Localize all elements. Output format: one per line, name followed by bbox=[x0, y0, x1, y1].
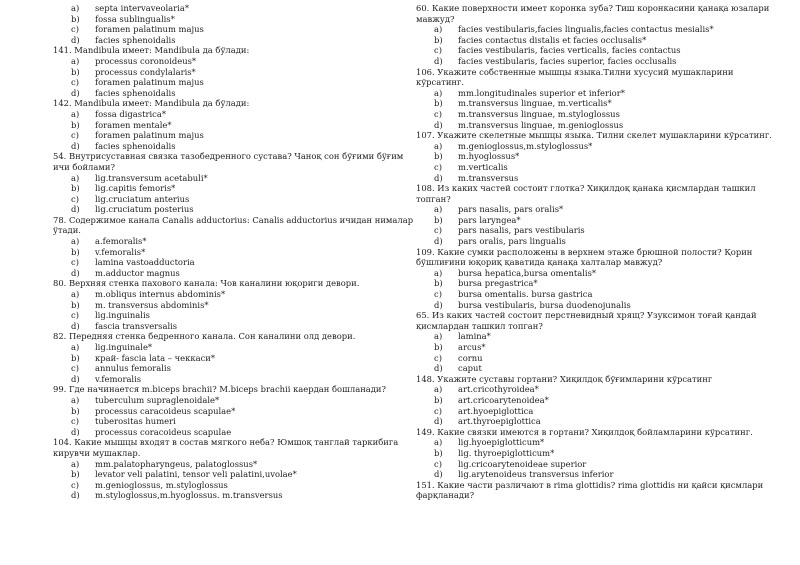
option-text: annulus femoralis bbox=[95, 363, 171, 374]
option-letter: b) bbox=[434, 98, 443, 109]
answer-option bbox=[416, 215, 766, 226]
option-text: m.adductor magnus bbox=[95, 267, 180, 278]
question-line: 65. Из каких частей состоит перстневидный хрящ? Узуксимон тоғай қандай bbox=[416, 310, 757, 321]
option-text: m.transversus bbox=[458, 172, 519, 183]
option-text: pars nasalis, pars vestibularis bbox=[458, 225, 585, 236]
option-letter: a) bbox=[434, 331, 443, 342]
question-line: 106. Укажите собственные мышцы языка.Тилни хусусий мушакларини bbox=[416, 66, 734, 77]
option-text: foramen palatinum majus bbox=[95, 77, 204, 88]
question-line: 141. Mandibula имеет: Mandibula да бўлади: bbox=[53, 45, 250, 56]
option-text: facies sphenoidalis bbox=[95, 140, 176, 151]
option-letter: b) bbox=[434, 278, 443, 289]
question-line: 80. Верхняя стенка пахового канала: Чов каналини юқориги девори. bbox=[53, 278, 360, 289]
answer-option bbox=[53, 56, 393, 67]
option-letter: c) bbox=[71, 193, 79, 204]
question-line: 108. Из каких частей состоит глотка? Хиқилдоқ қанака қисмлардан ташкил bbox=[416, 183, 756, 194]
option-letter: b) bbox=[434, 394, 443, 405]
option-letter: c) bbox=[71, 363, 79, 374]
answer-option bbox=[416, 45, 766, 56]
answer-option bbox=[53, 300, 393, 311]
answer-option bbox=[53, 374, 393, 385]
answer-option bbox=[416, 384, 766, 395]
answer-option bbox=[53, 109, 393, 120]
option-letter: c) bbox=[434, 108, 442, 119]
answer-option bbox=[53, 363, 393, 374]
option-letter: d) bbox=[434, 55, 443, 66]
answer-option bbox=[53, 194, 393, 205]
option-letter: b) bbox=[434, 151, 443, 162]
option-text: lamina* bbox=[458, 331, 491, 342]
answer-option bbox=[416, 331, 766, 342]
option-text: v.femoralis* bbox=[95, 246, 146, 257]
question-line: топган? bbox=[416, 193, 451, 204]
question-line: 104. Какие мышцы входят в состав мягкого неба? Юмшоқ танглай таркибига bbox=[53, 437, 399, 448]
option-letter: b) bbox=[71, 183, 80, 194]
option-text: levator veli palatini, tensor veli palatini,uvolae* bbox=[95, 469, 297, 480]
option-text: pars laryngea* bbox=[458, 214, 521, 225]
answer-option bbox=[53, 257, 393, 268]
option-letter: b) bbox=[71, 66, 80, 77]
answer-option bbox=[53, 14, 393, 25]
answer-option bbox=[53, 3, 393, 14]
option-letter: d) bbox=[434, 469, 443, 480]
option-letter: b) bbox=[71, 13, 80, 24]
answer-option bbox=[53, 406, 393, 417]
question-line: мавжуд? bbox=[416, 13, 455, 24]
option-letter: d) bbox=[434, 299, 443, 310]
answer-option bbox=[416, 300, 766, 311]
answer-option bbox=[53, 141, 393, 152]
option-text: art.cricothyroidea* bbox=[458, 384, 539, 395]
answer-option bbox=[53, 24, 393, 35]
answer-option bbox=[53, 204, 393, 215]
option-text: caput bbox=[458, 363, 482, 374]
option-text: m.transversus linguae, m.verticalis* bbox=[458, 98, 612, 109]
option-letter: d) bbox=[71, 140, 80, 151]
option-letter: a) bbox=[434, 437, 443, 448]
question-line: ўтади. bbox=[53, 225, 81, 236]
option-text: facies vestibularis, facies verticalis, facies contactus bbox=[458, 45, 681, 56]
answer-option bbox=[53, 67, 393, 78]
option-letter: a) bbox=[71, 394, 80, 405]
option-text: lig. thyroepiglotticum* bbox=[458, 447, 555, 458]
option-text: tuberositas humeri bbox=[95, 416, 176, 427]
option-text: m.transversus linguae, m.genioglossus bbox=[458, 119, 624, 130]
option-letter: d) bbox=[434, 236, 443, 247]
answer-option bbox=[416, 395, 766, 406]
option-letter: b) bbox=[71, 246, 80, 257]
answer-option bbox=[53, 353, 393, 364]
option-text: facies vestibularis, facies superior, facies occlusalis bbox=[458, 55, 677, 66]
option-letter: b) bbox=[434, 342, 443, 352]
answer-option bbox=[416, 173, 766, 184]
option-letter: b) bbox=[434, 447, 443, 458]
option-text: m.hyoglossus* bbox=[458, 151, 520, 162]
option-letter: a) bbox=[434, 87, 443, 98]
option-text: pars nasalis, pars oralis* bbox=[458, 204, 564, 215]
option-letter: b) bbox=[71, 405, 80, 416]
option-text: lig.cricoarytenoideae superior bbox=[458, 458, 587, 469]
question-line: 54. Внутрисуставная связка тазобедренного сустава? Чаноқ сон бўғими бўғим bbox=[53, 151, 404, 162]
option-letter: c) bbox=[71, 310, 79, 321]
option-text: foramen mentale* bbox=[95, 119, 172, 130]
answer-option bbox=[416, 151, 766, 162]
option-letter: a) bbox=[71, 458, 80, 469]
question-line: бўшлиғини юқориқ қаватида қанақа халталар мавжуд? bbox=[416, 257, 663, 268]
answer-option bbox=[416, 35, 766, 46]
option-letter: a) bbox=[71, 55, 80, 66]
answer-option bbox=[416, 459, 766, 470]
question-line: ичи бойлами? bbox=[53, 161, 115, 172]
answer-option bbox=[53, 130, 393, 141]
option-letter: a) bbox=[71, 342, 80, 352]
option-text: m.obliqus internus abdominis* bbox=[95, 289, 226, 300]
option-letter: c) bbox=[434, 289, 442, 300]
answer-option bbox=[416, 225, 766, 236]
option-text: processus coronoideus* bbox=[95, 55, 197, 66]
option-letter: d) bbox=[434, 172, 443, 183]
option-letter: c) bbox=[71, 416, 79, 427]
option-text: bursa hepatica,bursa omentalis* bbox=[458, 267, 597, 278]
answer-option bbox=[53, 173, 393, 184]
option-text: lig.inguinalis bbox=[95, 310, 150, 321]
option-text: lig.cruciatum posterius bbox=[95, 204, 194, 215]
option-letter: d) bbox=[71, 320, 80, 331]
option-letter: d) bbox=[71, 490, 80, 501]
option-text: mm.longitudinales superior et inferior* bbox=[458, 87, 625, 98]
answer-option bbox=[53, 247, 393, 258]
option-text: m.styloglossus,m.hyoglossus. m.transversus bbox=[95, 490, 283, 501]
option-letter: a) bbox=[434, 140, 443, 151]
option-letter: b) bbox=[71, 299, 80, 310]
option-text: facies vestibularis,facies lingualis,facies contactus mesialis* bbox=[458, 24, 714, 35]
option-letter: b) bbox=[71, 119, 80, 130]
answer-option bbox=[53, 88, 393, 99]
option-letter: d) bbox=[434, 119, 443, 130]
option-text: m.transversus linguae, m.styloglossus bbox=[458, 108, 620, 119]
answer-option bbox=[416, 109, 766, 120]
answer-option bbox=[53, 342, 393, 353]
answer-option bbox=[416, 448, 766, 459]
answer-option bbox=[416, 236, 766, 247]
answer-option bbox=[416, 141, 766, 152]
answer-option bbox=[53, 469, 393, 480]
option-text: art.cricoarytenoidea* bbox=[458, 394, 549, 405]
option-text: processus caracoideus scapulae* bbox=[95, 405, 236, 416]
option-text: art.thyroepiglottica bbox=[458, 416, 541, 427]
option-text: arcus* bbox=[458, 342, 486, 352]
answer-option bbox=[416, 24, 766, 35]
option-text: lig.inguinale* bbox=[95, 342, 153, 352]
answer-option bbox=[416, 204, 766, 215]
option-letter: c) bbox=[434, 352, 442, 363]
option-letter: d) bbox=[71, 87, 80, 98]
answer-option bbox=[416, 353, 766, 364]
option-letter: a) bbox=[434, 384, 443, 395]
option-letter: d) bbox=[434, 416, 443, 427]
question-line: кўрсатинг. bbox=[416, 77, 465, 88]
option-letter: c) bbox=[71, 479, 79, 490]
question-line: қисмлардан ташкил топган? bbox=[416, 320, 543, 331]
option-text: cornu bbox=[458, 352, 483, 363]
option-text: bursa omentalis. bursa gastrica bbox=[458, 289, 593, 300]
option-letter: c) bbox=[71, 24, 79, 35]
question-line: фарқланади? bbox=[416, 490, 475, 501]
option-text: fossa digastrica* bbox=[95, 108, 167, 119]
answer-option bbox=[416, 278, 766, 289]
answer-option bbox=[53, 77, 393, 88]
option-letter: b) bbox=[71, 352, 80, 363]
answer-option bbox=[53, 459, 393, 470]
option-letter: a) bbox=[71, 108, 80, 119]
option-text: processus condylalaris* bbox=[95, 66, 196, 77]
option-letter: c) bbox=[71, 77, 79, 88]
question-line: 148. Укажите суставы гортани? Хиқилдоқ бўғимларини кўрсатинг bbox=[416, 373, 713, 384]
option-text: край- fascia lata – чеккаси* bbox=[95, 352, 216, 363]
option-text: m. transversus abdominis* bbox=[95, 299, 209, 310]
answer-option bbox=[53, 289, 393, 300]
option-text: septa intervaveolaria* bbox=[95, 3, 190, 13]
answer-option bbox=[53, 416, 393, 427]
option-text: m.genioglossus,m.styloglossus* bbox=[458, 140, 593, 151]
option-letter: c) bbox=[434, 458, 442, 469]
option-letter: a) bbox=[71, 236, 80, 247]
answer-option bbox=[416, 289, 766, 300]
option-letter: c) bbox=[434, 405, 442, 416]
answer-option bbox=[53, 236, 393, 247]
option-text: pars oralis, pars lingualis bbox=[458, 236, 566, 247]
option-text: tuberculum supraglenoidale* bbox=[95, 394, 220, 405]
option-text: v.femoralis bbox=[95, 373, 142, 384]
option-text: bursa vestibularis, bursa duodenojunalis bbox=[458, 299, 631, 310]
answer-option bbox=[416, 98, 766, 109]
option-text: fascia transversalis bbox=[95, 320, 178, 331]
question-line: 82. Передняя стенка бедренного канала. Сон каналини олд девори. bbox=[53, 331, 356, 342]
answer-option bbox=[53, 395, 393, 406]
answer-option bbox=[416, 120, 766, 131]
option-text: facies contactus distalis et facies occlusalis* bbox=[458, 34, 647, 45]
option-letter: d) bbox=[71, 34, 80, 45]
question-line: кирувчи мушаклар. bbox=[53, 447, 141, 458]
option-letter: a) bbox=[434, 204, 443, 215]
option-text: facies sphenoidalis bbox=[95, 87, 176, 98]
answer-option bbox=[53, 310, 393, 321]
option-letter: a) bbox=[71, 172, 80, 183]
option-letter: c) bbox=[71, 130, 79, 141]
option-text: lig.capitis femoris* bbox=[95, 183, 176, 194]
option-text: lig.transversum acetabuli* bbox=[95, 172, 208, 183]
answer-option bbox=[416, 363, 766, 374]
option-text: art.hyoepiglottica bbox=[458, 405, 534, 416]
option-text: m.verticalis bbox=[458, 161, 508, 172]
option-text: facies sphenoidalis bbox=[95, 34, 176, 45]
answer-option bbox=[416, 88, 766, 99]
question-line: 107. Укажите скелетные мышцы языка. Тилни скелет мушакларини кўрсатинг. bbox=[416, 130, 772, 141]
option-text: foramen palatinum majus bbox=[95, 24, 204, 35]
answer-option bbox=[416, 268, 766, 279]
option-text: lig.cruciatum anterius bbox=[95, 193, 190, 204]
answer-option bbox=[416, 416, 766, 427]
answer-option bbox=[416, 162, 766, 173]
option-letter: d) bbox=[71, 426, 80, 437]
right-column bbox=[416, 3, 772, 501]
question-line: 78. Содержимое канала Canalis adductorius: Canalis adductorius ичидан нималар bbox=[53, 214, 414, 225]
option-letter: a) bbox=[434, 24, 443, 35]
answer-option bbox=[416, 469, 766, 480]
question-line: 151. Какие части различают в rima glottidis? rima glottidis ни қайси қисмлари bbox=[416, 479, 764, 490]
option-text: lamina vastoadductoria bbox=[95, 257, 195, 268]
left-column bbox=[53, 3, 414, 501]
option-letter: a) bbox=[434, 267, 443, 278]
option-letter: b) bbox=[434, 34, 443, 45]
answer-option bbox=[53, 321, 393, 332]
answer-option bbox=[53, 120, 393, 131]
option-letter: a) bbox=[71, 289, 80, 300]
option-text: lig.arytenoideus transversus inferior bbox=[458, 469, 614, 480]
answer-option bbox=[53, 490, 393, 501]
option-letter: d) bbox=[434, 363, 443, 374]
option-text: mm.palatopharyngeus, palatoglossus* bbox=[95, 458, 258, 469]
option-text: bursa pregastrica* bbox=[458, 278, 538, 289]
option-letter: c) bbox=[434, 45, 442, 56]
question-line: 109. Какие сумки расположены в верхнем этаже брюшной полости? Қорин bbox=[416, 246, 753, 257]
option-letter: d) bbox=[71, 204, 80, 215]
option-letter: b) bbox=[434, 214, 443, 225]
question-line: 142. Mandibula имеет: Mandibula да бўлади: bbox=[53, 98, 250, 109]
option-text: m.genioglossus, m.styloglossus bbox=[95, 479, 228, 490]
option-text: fossa sublingualis* bbox=[95, 13, 175, 24]
option-text: processus coracoideus scapulae bbox=[95, 426, 232, 437]
option-text: a.femoralis* bbox=[95, 236, 147, 247]
answer-option bbox=[53, 183, 393, 194]
answer-option bbox=[53, 480, 393, 491]
option-text: lig.hyoepiglotticum* bbox=[458, 437, 545, 448]
question-line: 149. Какие связки имеются в гортани? Хиқилдоқ бойламларини кўрсатинг. bbox=[416, 426, 753, 437]
answer-option bbox=[416, 437, 766, 448]
question-line: 99. Где начинается m.biceps brachii? M.biceps brachii каердан бошланади? bbox=[53, 384, 386, 395]
option-letter: c) bbox=[434, 225, 442, 236]
question-line: 60. Какие поверхности имеет коронка зуба? Тиш коронкасини қанақа юзалари bbox=[416, 3, 770, 13]
option-letter: a) bbox=[71, 3, 80, 13]
answer-option bbox=[53, 35, 393, 46]
option-letter: d) bbox=[71, 267, 80, 278]
option-letter: d) bbox=[71, 373, 80, 384]
answer-option bbox=[416, 56, 766, 67]
answer-option bbox=[416, 406, 766, 417]
option-text: foramen palatinum majus bbox=[95, 130, 204, 141]
answer-option bbox=[53, 427, 393, 438]
answer-option bbox=[53, 268, 393, 279]
answer-option bbox=[416, 342, 766, 353]
option-letter: c) bbox=[71, 257, 79, 268]
option-letter: c) bbox=[434, 161, 442, 172]
option-letter: b) bbox=[71, 469, 80, 480]
